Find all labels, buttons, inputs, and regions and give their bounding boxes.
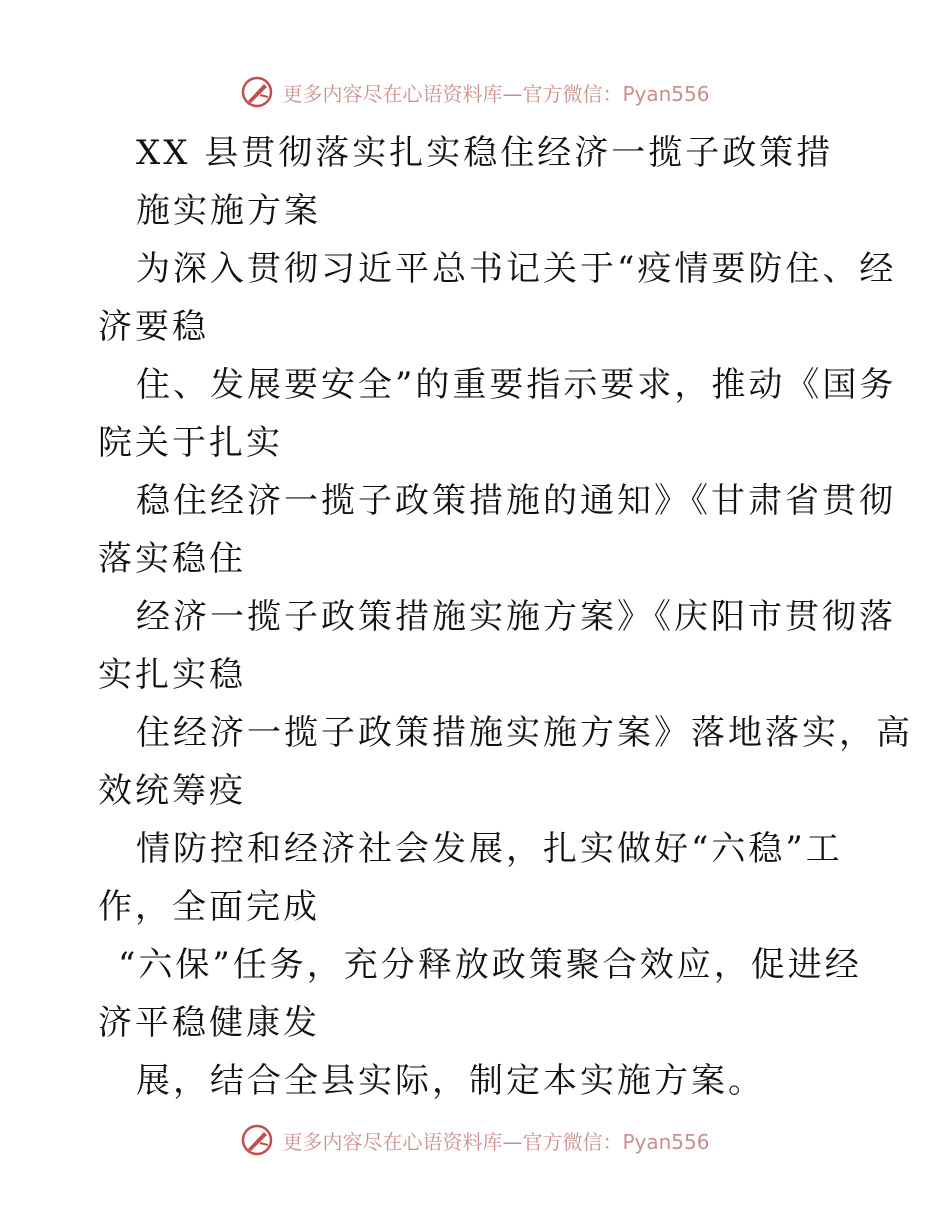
paragraph-line: 济要稳 — [98, 307, 209, 347]
document-body — [98, 124, 913, 1110]
title-line-2: 施实施方案 — [136, 191, 321, 231]
paragraph-line: 展，结合全县实际，制定本实施方案。 — [136, 1061, 765, 1101]
paragraph-line: “六保”任务，充分释放政策聚合效应，促进经 — [118, 945, 862, 985]
paragraph-line: 院关于扎实 — [98, 423, 283, 463]
paragraph-line: 效统筹疫 — [98, 771, 246, 811]
paragraph-line: 情防控和经济社会发展，扎实做好“六稳”工 — [136, 829, 843, 869]
paragraph-line: 稳住经济一揽子政策措施的通知》《甘肃省贯彻 — [136, 481, 896, 521]
paragraph-line: 济平稳健康发 — [98, 1003, 320, 1043]
title-line-1: XX 县贯彻落实扎实稳住经济一揽子政策措 — [136, 133, 834, 173]
paragraph-line: 实扎实稳 — [98, 655, 246, 695]
paragraph-line: 住、发展要安全”的重要指示要求，推动《国务 — [136, 365, 897, 405]
footer-watermark-banner — [0, 1120, 950, 1160]
paragraph-line: 为深入贯彻习近平总书记关于“疫情要防住、经 — [136, 249, 897, 289]
paragraph-line: 经济一揽子政策措施实施方案》《庆阳市贯彻落 — [136, 597, 896, 637]
paragraph-line: 落实稳住 — [98, 539, 246, 579]
paragraph-line: 住经济一揽子政策措施实施方案》落地落实，高 — [136, 713, 913, 753]
watermark-text: 更多内容尽在心语资料库—官方微信：Pyan556 — [282, 1129, 710, 1154]
header-watermark-banner — [0, 72, 950, 112]
quill-logo-icon — [240, 75, 274, 109]
quill-logo-icon — [240, 1123, 274, 1157]
paragraph-line: 作，全面完成 — [98, 887, 320, 927]
watermark-text: 更多内容尽在心语资料库—官方微信：Pyan556 — [282, 81, 710, 106]
